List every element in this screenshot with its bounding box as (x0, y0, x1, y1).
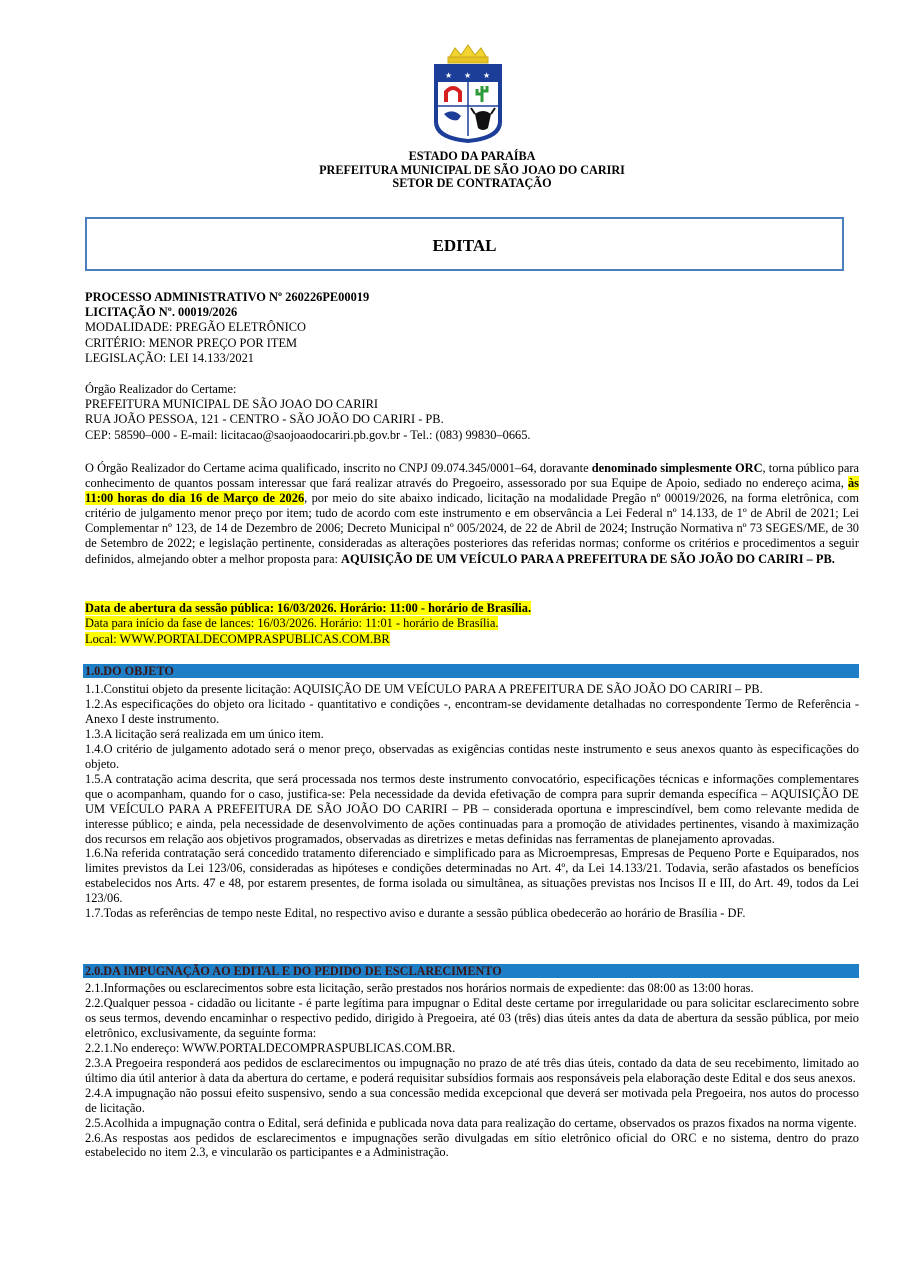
intro-text-1: O Órgão Realizador do Certame acima qualificado, inscrito no CNPJ 09.074.345/0001–64, doravante (85, 461, 592, 475)
clause-1-7: 1.7.Todas as referências de tempo neste Edital, no respectivo aviso e durante a sessão pública obedecerão ao horário de Brasília - DF. (85, 906, 746, 921)
processo-line: PROCESSO ADMINISTRATIVO Nº 260226PE00019 (85, 290, 370, 304)
session-lances: Data para início da fase de lances: 16/03/2026. Horário: 11:01 - horário de Brasília. (85, 616, 499, 631)
session-abertura: Data de abertura da sessão pública: 16/03/2026. Horário: 11:00 - horário de Brasília. (85, 601, 532, 615)
svg-text:★: ★ (464, 71, 472, 80)
clause-1-5: 1.5.A contratação acima descrita, que será processada nos termos deste instrumento convocatório, especificações técnicas e informações complementares que o acompanham, quando for o caso, justifica-se: Pela necessidade da devida efetivação de compra para suprir demanda específica – AQUISIÇÃO DE UM VEÍCULO PARA A PREFEITURA DE SÃO JOÃO DO CARIRI – PB – considerada oportuna e imprescindível, bem como relevante medida de interesse público; e ainda, pela necessidade de desenvolvimento de ações continuadas para a promoção de atividades pertinentes, visando à maximização dos recursos em relação aos objetivos programados, observadas as diretrizes e metas definidas nas ferramentas de planejamento aprovadas. (85, 771, 859, 846)
legislacao-line: LEGISLAÇÃO: LEI 14.133/2021 (85, 350, 254, 365)
clause-1-2: 1.2.As especificações do objeto ora licitado - quantitativo e condições -, encontram-se devidamente detalhadas no correspondente Termo de Referência - Anexo I deste instrumento. (85, 696, 859, 726)
process-info (85, 290, 860, 366)
session-info (85, 601, 860, 647)
session-local: Local: WWW.PORTALDECOMPRASPUBLICAS.COM.BR (85, 631, 390, 646)
header-state: ESTADO DA PARAÍBA (408, 149, 536, 163)
intro-text-3: , por meio do site abaixo indicado, licitação na modalidade Pregão nº 00019/2026, na forma eletrônica, com critério de julgamento menor preço por item; tudo de acordo com este instrumento e em observância a Lei Federal nº 14.133, de 1º de Abril de 2021; Lei Complementar nº 123, de 14 de Dezembro de 2006; Decreto Municipal nº 005/2024, de 22 de Abril de 2024; Instrução Normativa nº 73 SEGES/ME, de 30 de Setembro de 2022; e legislação pertinente, consideradas as alterações posteriores das referidas normas; conforme os critérios e procedimentos a seguir definidos, almejando obter a melhor proposta para: (85, 491, 859, 566)
section-header-objeto: 1.0.DO OBJETO (83, 664, 859, 678)
svg-text:★: ★ (483, 71, 491, 80)
clause-2-2-1: 2.2.1.No endereço: WWW.PORTALDECOMPRASPUBLICAS.COM.BR. (85, 1040, 456, 1055)
coat-of-arms-logo (431, 44, 505, 144)
clause-1-4: 1.4.O critério de julgamento adotado será o menor preço, observadas as exigências contidas neste instrumento e seus anexos quanto às especificações do objeto. (85, 741, 859, 771)
orgao-label: Órgão Realizador do Certame: (85, 382, 237, 396)
document-title: EDITAL (432, 236, 497, 255)
clause-1-1: 1.1.Constitui objeto da presente licitação: AQUISIÇÃO DE UM VEÍCULO PARA A PREFEITURA DE SÃO JOÃO DO CARIRI – PB. (85, 682, 763, 696)
section-header-impugnacao: 2.0.DA IMPUGNAÇÃO AO EDITAL E DO PEDIDO DE ESCLARECIMENTO (83, 964, 859, 978)
clause-2-6: 2.6.As respostas aos pedidos de esclarecimentos e impugnações serão divulgadas em sítio eletrônico oficial do ORC e no sistema, dentro do prazo estabelecido no item 2.3, e vincularão os participantes e a Administração. (85, 1130, 859, 1160)
clause-2-3: 2.3.A Pregoeira responderá aos pedidos de esclarecimentos ou impugnação no prazo de até três dias úteis, contado da data de seu recebimento, limitado ao último dia útil anterior à data da abertura do certame, e poderá requisitar subsídios formais aos responsáveis pela elaboração deste Edital e dos seus anexos. (85, 1055, 859, 1085)
document-header (0, 150, 900, 191)
orgao-contact: CEP: 58590–000 - E-mail: licitacao@saojoaodocariri.pb.gov.br - Tel.: (083) 99830–0665. (85, 427, 531, 442)
intro-object-bold: AQUISIÇÃO DE UM VEÍCULO PARA A PREFEITURA DE SÃO JOÃO DO CARIRI – PB. (341, 551, 835, 566)
clause-1-3: 1.3.A licitação será realizada em um único item. (85, 726, 324, 741)
svg-text:★: ★ (445, 71, 453, 80)
document-title-box (85, 217, 844, 271)
clause-2-1: 2.1.Informações ou esclarecimentos sobre esta licitação, serão prestados nos horários normais de expediente: das 08:00 as 13:00 horas. (85, 981, 754, 995)
orgao-name: PREFEITURA MUNICIPAL DE SÃO JOAO DO CARIRI (85, 397, 379, 412)
orgao-address: RUA JOÃO PESSOA, 121 - CENTRO - SÃO JOÃO DO CARIRI - PB. (85, 412, 444, 427)
header-prefeitura: PREFEITURA MUNICIPAL DE SÃO JOAO DO CARIRI (319, 162, 625, 177)
modalidade-line: MODALIDADE: PREGÃO ELETRÔNICO (85, 320, 306, 335)
orgao-info (85, 382, 860, 443)
clause-2-2: 2.2.Qualquer pessoa - cidadão ou licitante - é parte legítima para impugnar o Edital deste certame por irregularidade ou para solicitar esclarecimento sobre os seus termos, devendo encaminhar o respectivo pedido, dirigido à Pregoeira, até 03 (três) dias úteis antes da data de abertura da sessão pública, por meio eletrônico, exclusivamente, da seguinte forma: (85, 995, 859, 1040)
criterio-line: CRITÉRIO: MENOR PREÇO POR ITEM (85, 335, 298, 350)
intro-paragraph (85, 461, 859, 567)
clause-2-5: 2.5.Acolhida a impugnação contra o Edital, será definida e publicada nova data para realização do certame, observados os prazos fixados na norma vigente. (85, 1115, 857, 1130)
header-setor: SETOR DE CONTRATAÇÃO (392, 176, 552, 190)
intro-bold-orc: denominado simplesmente ORC (591, 461, 763, 475)
intro-text-2: , torna público para conhecimento de quantos possam interessar que fará realizar através do Pregoeiro, assessorado por sua Equipe de Apoio, sediado no endereço acima, (85, 461, 859, 491)
licitacao-line: LICITAÇÃO Nº. 00019/2026 (85, 305, 238, 320)
clause-1-6: 1.6.Na referida contratação será concedido tratamento diferenciado e simplificado para as Microempresas, Empresas de Pequeno Porte e Equiparados, nos limites previstos da Lei 123/06, consideradas as hipóteses e condições determinadas no Art. 4º, da Lei 14.133/21. Todavia, serão afastados os benefícios estabelecidos nos Arts. 47 e 48, por estarem presentes, de forma isolada ou simultânea, as situações previstas nos Incisos II e III, do Art. 49, todos da Lei 123/06. (85, 846, 859, 906)
section-body-objeto (85, 682, 859, 921)
clause-2-4: 2.4.A impugnação não possui efeito suspensivo, sendo a sua concessão medida excepcional que deverá ser motivada pela Pregoeira, nos autos do processo de licitação. (85, 1085, 859, 1115)
section-body-impugnacao (85, 981, 859, 1160)
intro-highlight-date: às 11:00 horas do dia 16 de Março de 2026 (85, 476, 859, 506)
